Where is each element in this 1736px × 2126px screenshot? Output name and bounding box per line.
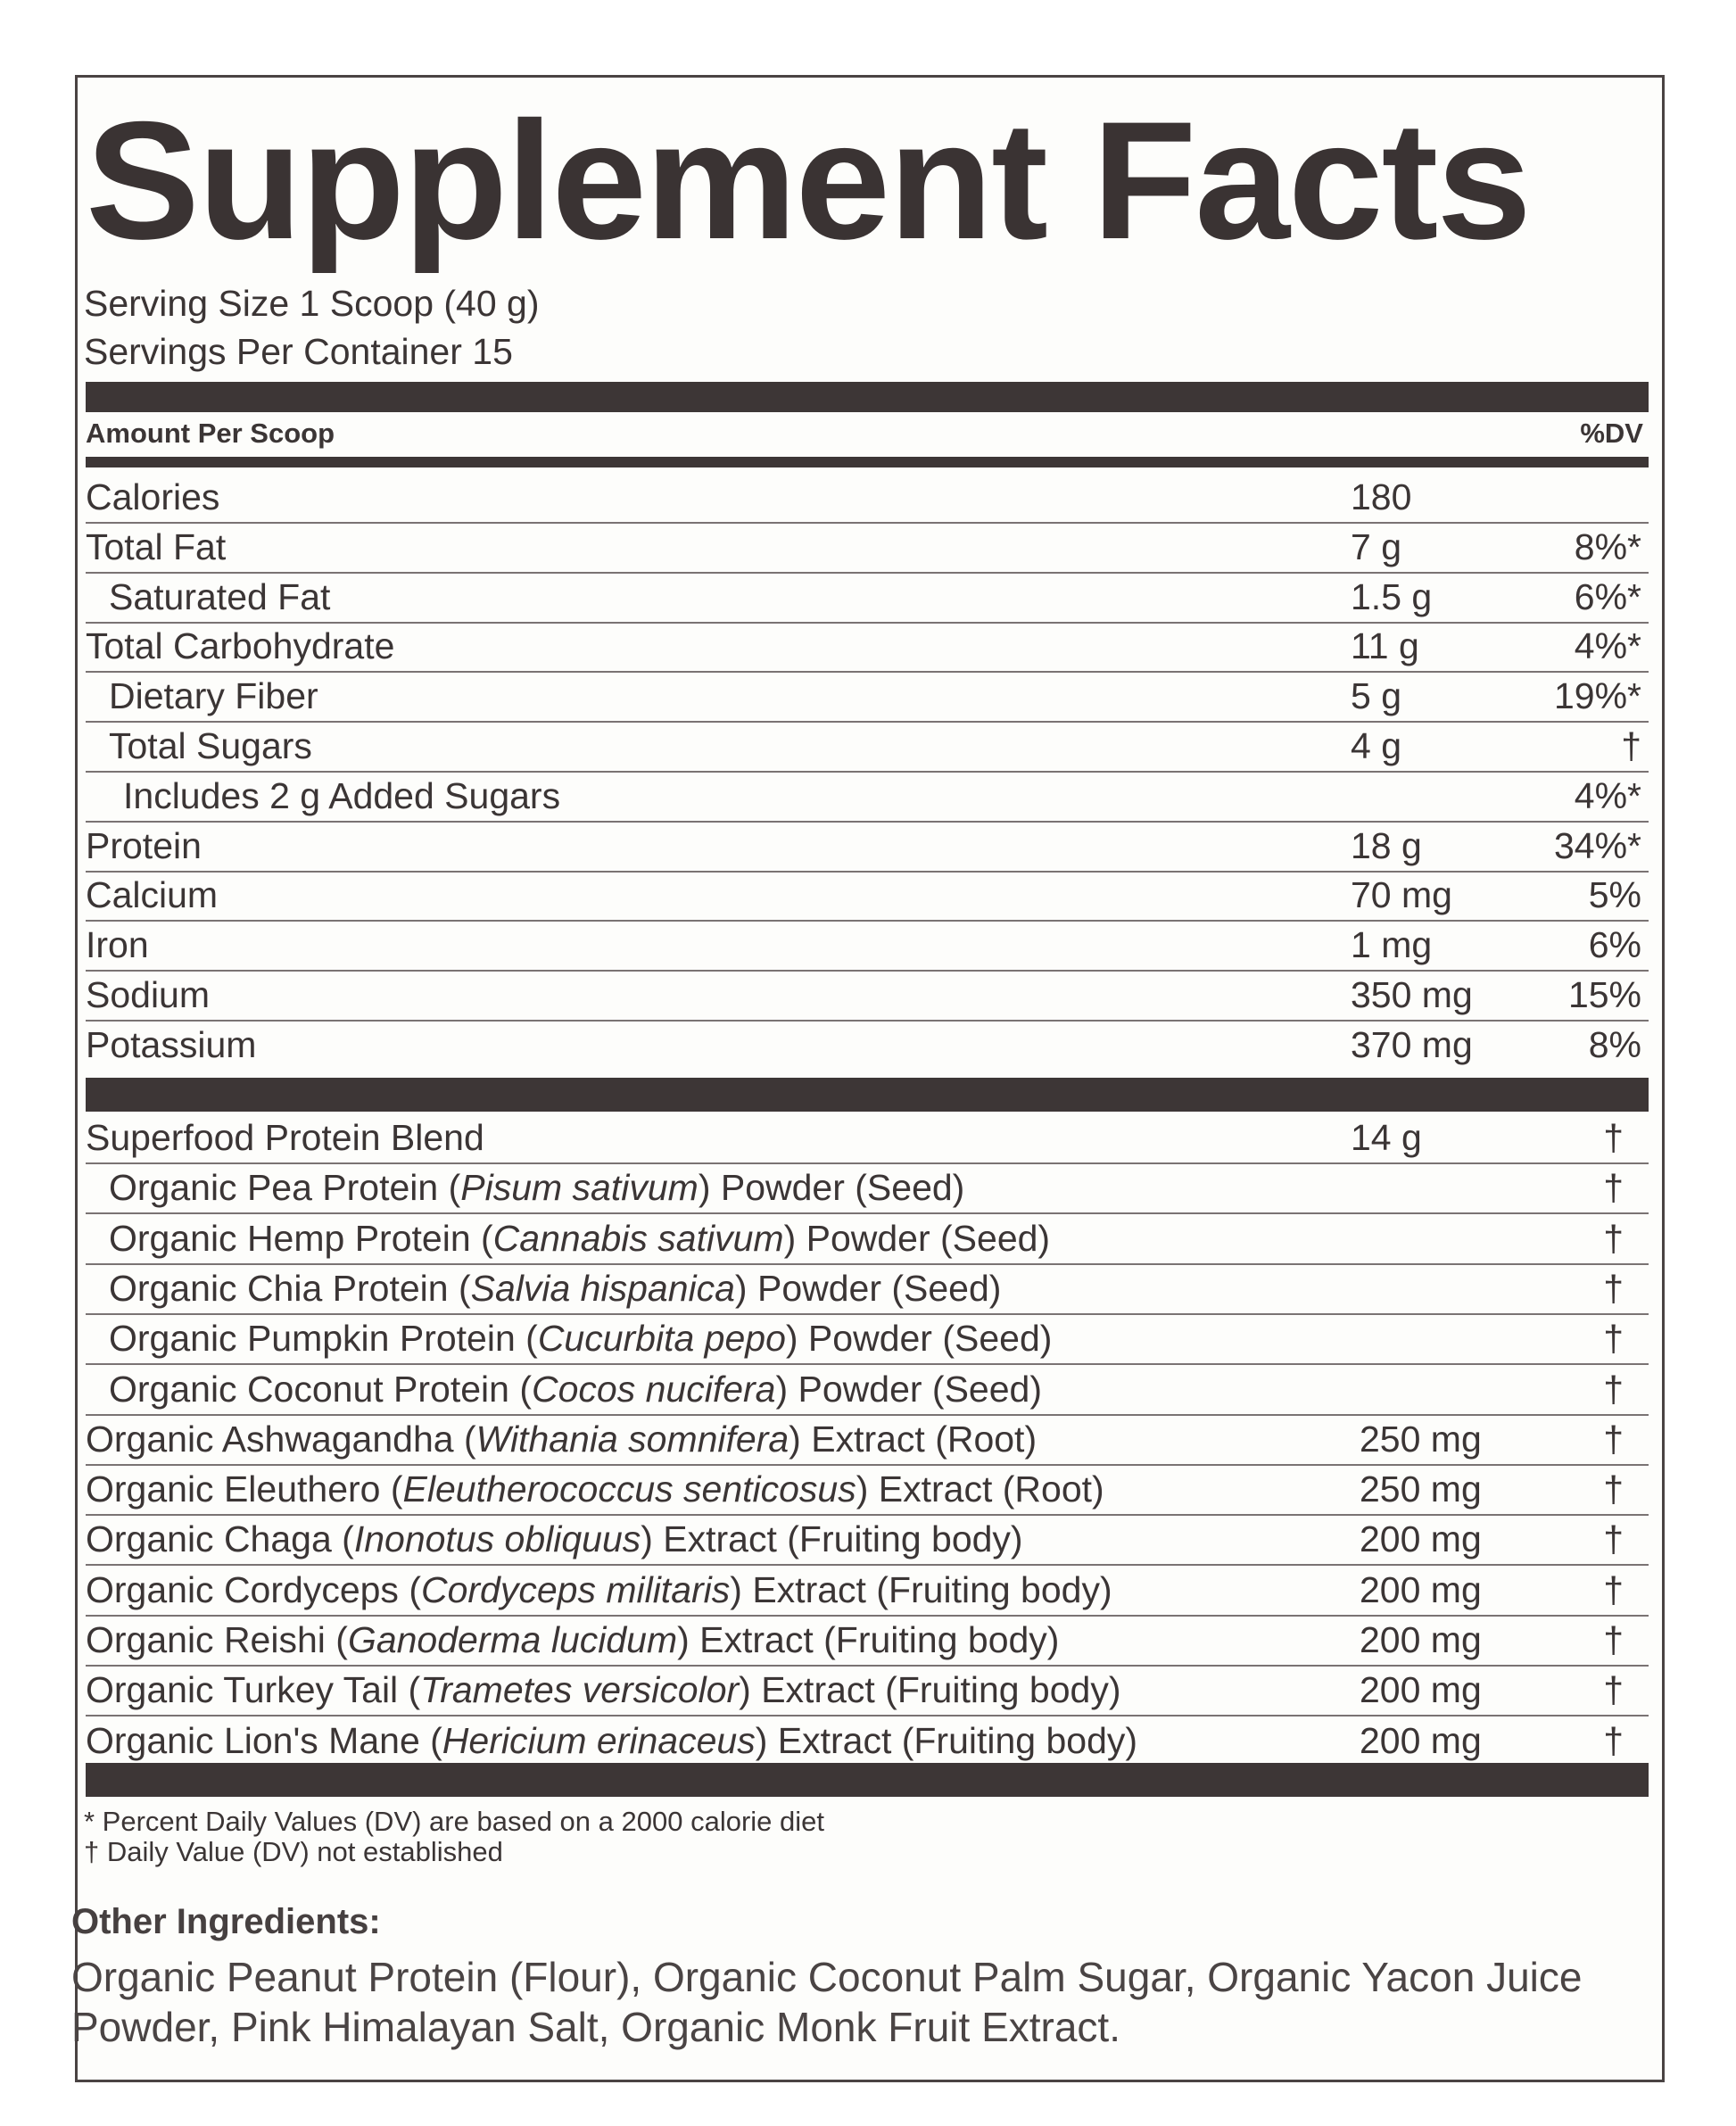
ingredient-amount: 14 g	[1351, 1117, 1422, 1158]
nutrient-name: Total Sugars	[109, 725, 312, 766]
ingredient-dv: †	[1603, 1369, 1624, 1410]
ingredient-common-name: Organic Hemp Protein (	[109, 1218, 493, 1259]
footnote-percent-dv: * Percent Daily Values (DV) are based on a 2000 calorie diet	[84, 1806, 824, 1837]
row-rule	[86, 1363, 1649, 1365]
nutrient-dv: 15%	[1567, 974, 1641, 1015]
other-ingredients-text: Organic Peanut Protein (Flour), Organic Coconut Palm Sugar, Organic Yacon Juice Powder, Pink Himalayan Salt, Organic Monk Fruit Extract.	[71, 1954, 1583, 2050]
ingredient-common-name: Organic Reishi (	[86, 1619, 348, 1660]
ingredient-part: ) Extract (Fruiting body)	[641, 1518, 1023, 1559]
nutrient-dv: 8%	[1588, 1024, 1641, 1065]
ingredient-name	[86, 1117, 484, 1158]
nutrient-name: Calories	[86, 476, 220, 517]
thick-divider	[86, 1078, 1649, 1112]
ingredient-latin-name: Withania somnifera	[475, 1419, 789, 1460]
row-rule	[86, 721, 1649, 723]
medium-divider	[86, 457, 1649, 467]
footnote-dv-not-established: † Daily Value (DV) not established	[84, 1836, 503, 1867]
ingredient-latin-name: Hericium erinaceus	[442, 1720, 756, 1761]
ingredient-common-name: Organic Pea Protein (	[109, 1167, 461, 1208]
nutrient-name: Saturated Fat	[109, 576, 331, 617]
ingredient-dv: †	[1603, 1569, 1624, 1610]
nutrient-amount: 1.5 g	[1351, 576, 1433, 617]
ingredient-part: ) Extract (Fruiting body)	[755, 1720, 1138, 1761]
ingredient-dv: †	[1603, 1318, 1624, 1359]
ingredient-dv: †	[1603, 1117, 1624, 1158]
ingredient-name	[109, 1270, 1001, 1307]
nutrient-amount: 5 g	[1351, 675, 1401, 716]
row-rule	[86, 522, 1649, 524]
ingredient-name	[86, 1468, 1104, 1510]
ingredient-name	[86, 1518, 1023, 1559]
nutrient-amount: 7 g	[1351, 526, 1401, 567]
ingredient-common-name: Organic Chaga (	[86, 1518, 354, 1559]
nutrient-dv: 4%*	[1574, 625, 1641, 666]
nutrient-amount: 4 g	[1351, 725, 1401, 766]
row-rule	[86, 1212, 1649, 1214]
row-rule	[86, 572, 1649, 574]
thick-divider	[86, 382, 1649, 412]
nutrient-name: Includes 2 g Added Sugars	[123, 775, 561, 816]
ingredient-latin-name: Pisum sativum	[460, 1167, 699, 1208]
nutrient-amount: 350 mg	[1351, 974, 1473, 1015]
nutrient-amount: 180	[1351, 476, 1412, 517]
nutrient-name: Calcium	[86, 874, 219, 915]
nutrient-dv: 4%*	[1574, 775, 1641, 816]
ingredient-latin-name: Cocos nucifera	[532, 1369, 776, 1410]
row-rule	[86, 1263, 1649, 1265]
ingredient-amount: 200 mg	[1360, 1619, 1482, 1660]
nutrient-amount: 1 mg	[1351, 924, 1433, 965]
ingredient-part: ) Extract (Root)	[789, 1419, 1037, 1460]
row-rule	[86, 970, 1649, 972]
ingredient-common-name: Organic Lion's Mane (	[86, 1720, 442, 1761]
ingredient-common-name: Organic Pumpkin Protein (	[109, 1318, 538, 1359]
nutrient-name: Dietary Fiber	[109, 675, 318, 716]
ingredient-name	[86, 1720, 1138, 1761]
ingredient-name	[86, 1619, 1060, 1660]
ingredient-dv: †	[1603, 1619, 1624, 1660]
ingredient-common-name: Organic Eleuthero (	[86, 1468, 403, 1510]
ingredient-dv: †	[1603, 1518, 1624, 1559]
ingredient-name	[86, 1669, 1121, 1710]
ingredient-part: ) Powder (Seed)	[783, 1218, 1051, 1259]
ingredient-latin-name: Cannabis sativum	[492, 1218, 784, 1259]
ingredient-part: ) Powder (Seed)	[785, 1318, 1053, 1359]
ingredient-latin-name: Trametes versicolor	[420, 1669, 740, 1710]
nutrient-name: Protein	[86, 825, 202, 866]
nutrient-dv: 8%*	[1574, 526, 1641, 567]
ingredient-amount: 200 mg	[1360, 1720, 1482, 1761]
ingredient-amount: 250 mg	[1360, 1419, 1482, 1460]
row-rule	[86, 1615, 1649, 1617]
ingredient-latin-name: Cucurbita pepo	[537, 1318, 786, 1359]
ingredient-amount: 200 mg	[1360, 1669, 1482, 1710]
dv-header: %DV	[1580, 418, 1643, 449]
nutrient-dv: 6%*	[1574, 576, 1641, 617]
row-rule	[86, 1564, 1649, 1566]
nutrient-name: Total Carbohydrate	[86, 625, 395, 666]
row-rule	[86, 871, 1649, 873]
row-rule	[86, 1020, 1649, 1022]
ingredient-common-name: Organic Chia Protein (	[109, 1268, 471, 1309]
nutrient-name: Iron	[86, 924, 149, 965]
ingredient-amount: 250 mg	[1360, 1468, 1482, 1510]
nutrient-amount: 370 mg	[1351, 1024, 1473, 1065]
ingredient-name	[86, 1569, 1112, 1610]
ingredient-common-name: Organic Cordyceps (	[86, 1569, 421, 1610]
ingredient-name	[109, 1220, 1050, 1257]
ingredient-dv: †	[1603, 1669, 1624, 1710]
ingredient-amount: 200 mg	[1360, 1569, 1482, 1610]
ingredient-part: ) Powder (Seed)	[775, 1369, 1042, 1410]
panel-title: Supplement Facts	[86, 87, 1530, 274]
ingredient-latin-name: Inonotus obliquus	[353, 1518, 641, 1559]
ingredient-part: ) Extract (Fruiting body)	[677, 1619, 1060, 1660]
nutrient-amount: 18 g	[1351, 825, 1422, 866]
ingredient-dv: †	[1603, 1268, 1624, 1309]
row-rule	[86, 622, 1649, 624]
row-rule	[86, 1514, 1649, 1516]
ingredient-part: ) Extract (Fruiting body)	[730, 1569, 1112, 1610]
ingredient-name	[86, 1421, 1037, 1458]
nutrient-name: Potassium	[86, 1024, 257, 1065]
ingredient-dv: †	[1603, 1720, 1624, 1761]
nutrient-amount: 11 g	[1351, 625, 1419, 666]
ingredient-latin-name: Cordyceps militaris	[420, 1569, 731, 1610]
amount-per-scoop-header: Amount Per Scoop	[86, 418, 335, 449]
ingredient-name	[109, 1167, 965, 1208]
row-rule	[86, 1715, 1649, 1717]
nutrient-name: Total Fat	[86, 526, 227, 567]
nutrient-name: Sodium	[86, 974, 211, 1015]
ingredient-dv: †	[1603, 1167, 1624, 1208]
ingredient-common-name: Organic Ashwagandha (	[86, 1419, 476, 1460]
other-ingredients-heading: Other Ingredients:	[71, 1902, 381, 1941]
row-rule	[86, 671, 1649, 673]
row-rule	[86, 1464, 1649, 1466]
ingredient-part: ) Extract (Root)	[856, 1468, 1104, 1510]
row-rule	[86, 821, 1649, 823]
thick-divider	[86, 1763, 1649, 1797]
nutrient-dv: 34%*	[1553, 825, 1641, 866]
row-rule	[86, 771, 1649, 773]
ingredient-common-name: Superfood Protein Blend	[86, 1117, 484, 1158]
ingredient-dv: †	[1603, 1468, 1624, 1510]
row-rule	[86, 920, 1649, 922]
ingredient-amount: 200 mg	[1360, 1518, 1482, 1559]
ingredient-name	[109, 1371, 1042, 1408]
ingredient-name	[109, 1320, 1052, 1357]
row-rule	[86, 1665, 1649, 1667]
nutrient-amount: 70 mg	[1351, 874, 1452, 915]
nutrient-dv: 5%	[1588, 874, 1641, 915]
servings-per-container: Servings Per Container 15	[84, 331, 513, 372]
ingredient-latin-name: Eleutherococcus senticosus	[402, 1468, 856, 1510]
serving-size: Serving Size 1 Scoop (40 g)	[84, 283, 540, 324]
row-rule	[86, 1162, 1649, 1164]
ingredient-part: ) Powder (Seed)	[698, 1167, 965, 1208]
ingredient-latin-name: Ganoderma lucidum	[347, 1619, 678, 1660]
ingredient-common-name: Organic Coconut Protein (	[109, 1369, 533, 1410]
ingredient-dv: †	[1603, 1218, 1624, 1259]
row-rule	[86, 1313, 1649, 1315]
nutrient-dv: 19%*	[1553, 675, 1641, 716]
ingredient-part: ) Powder (Seed)	[734, 1268, 1002, 1309]
ingredient-dv: †	[1603, 1419, 1624, 1460]
ingredient-latin-name: Salvia hispanica	[470, 1268, 735, 1309]
ingredient-common-name: Organic Turkey Tail (	[86, 1669, 421, 1710]
ingredient-part: ) Extract (Fruiting body)	[739, 1669, 1121, 1710]
nutrient-dv: 6%	[1588, 924, 1641, 965]
nutrient-dv: †	[1621, 725, 1641, 766]
row-rule	[86, 1414, 1649, 1416]
